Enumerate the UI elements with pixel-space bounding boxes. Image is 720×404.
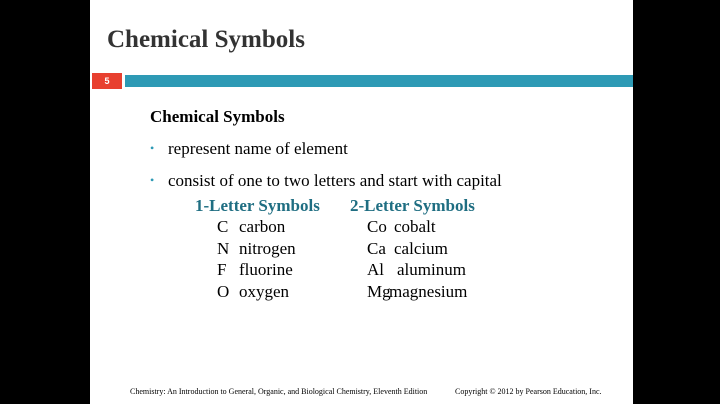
element-symbol: Co (367, 217, 387, 236)
one-letter-symbols-header: 1-Letter Symbols (195, 196, 320, 215)
two-letter-symbols-list (367, 216, 467, 302)
element-row (217, 238, 296, 260)
element-name: carbon (239, 217, 286, 236)
element-name: aluminum (397, 260, 466, 279)
element-row (217, 216, 296, 238)
slide (90, 0, 633, 404)
element-name: magnesium (389, 281, 468, 301)
element-symbol: Mg (367, 281, 391, 301)
two-letter-symbols-header: 2-Letter Symbols (350, 196, 475, 215)
element-row (217, 281, 296, 303)
element-symbol: C (217, 217, 229, 236)
one-letter-symbols-list (217, 216, 296, 302)
bullet-item (150, 139, 348, 159)
title-rule-bar (125, 75, 633, 87)
element-row (367, 259, 467, 281)
element-row (367, 216, 467, 238)
slide-number: 5 (92, 73, 122, 89)
bullet-item (150, 171, 502, 191)
element-name: cobalt (394, 217, 436, 236)
element-symbol: O (217, 281, 230, 301)
element-row (367, 281, 467, 303)
footer-book-title: Chemistry: An Introduction to General, Organic, and Biological Chemistry, Eleventh Edition (130, 387, 428, 396)
element-row (367, 238, 467, 260)
footer-copyright: Copyright © 2012 by Pearson Education, Inc. (455, 387, 602, 396)
slide-title: Chemical Symbols (107, 26, 305, 53)
element-name: nitrogen (239, 238, 296, 258)
element-row (217, 259, 296, 281)
element-name: fluorine (239, 260, 293, 279)
element-name: calcium (394, 238, 448, 258)
element-name: oxygen (239, 281, 290, 301)
content-subtitle: Chemical Symbols (150, 107, 285, 126)
bullet-text: represent name of element (168, 139, 348, 158)
element-symbol: F (217, 260, 227, 279)
bullet-text: consist of one to two letters and start with capital (168, 171, 502, 190)
element-symbol: Al (367, 260, 384, 279)
element-symbol: Ca (367, 238, 386, 258)
bullet-icon: • (150, 173, 155, 187)
element-symbol: N (217, 238, 230, 258)
bullet-icon: • (150, 141, 155, 155)
